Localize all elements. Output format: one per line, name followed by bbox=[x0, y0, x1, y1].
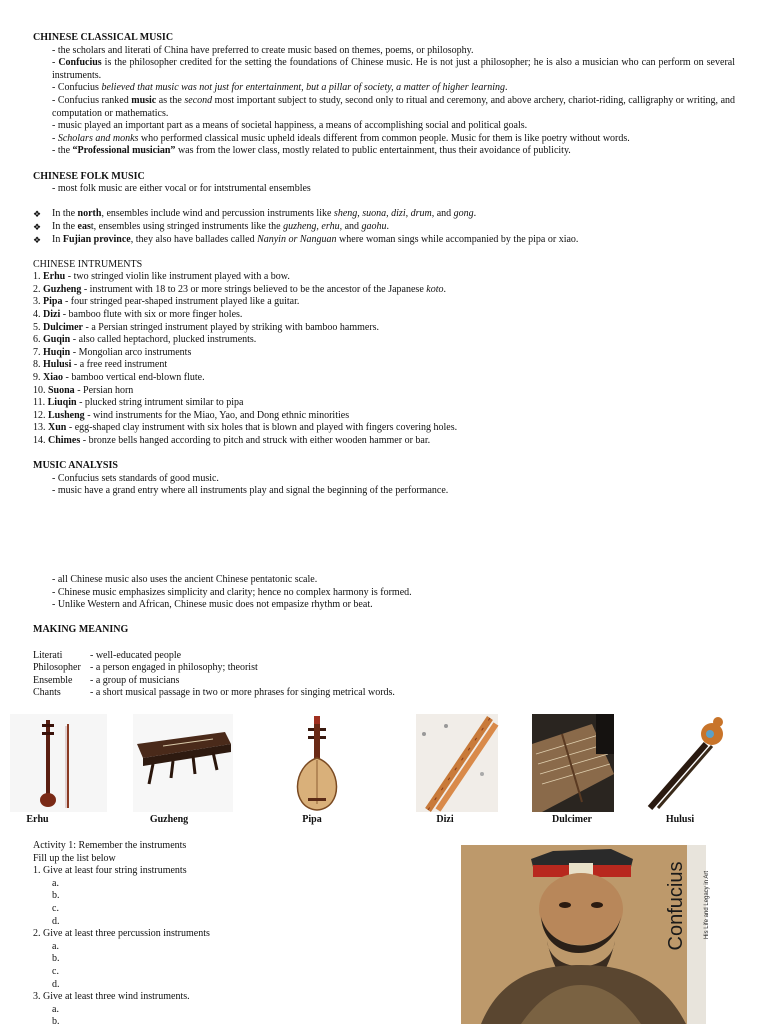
list-item: 6. Guqin - also called heptachord, plucked instruments. bbox=[33, 334, 257, 346]
caption-guzheng: Guzheng bbox=[149, 814, 189, 825]
list-item: 8. Hulusi - a free reed instrument bbox=[33, 359, 168, 371]
list-item: 11. Liuqin - plucked string intrument similar to pipa bbox=[33, 397, 244, 409]
list-item: 14. Chimes - bronze bells hanged according to pitch and struck with either wooden hammer or bar. bbox=[33, 435, 431, 446]
glossary-row: Literati - well-educated people bbox=[33, 649, 182, 661]
question-3: 3. Give at least three wind instruments. bbox=[33, 991, 190, 1003]
list-item: 2. Guzheng - instrument with 18 to 23 or more strings believed to be the ancestor of the Japanese koto. bbox=[33, 283, 446, 295]
answer-line: b. bbox=[52, 890, 60, 902]
list-item: 10. Suona - Persian horn bbox=[33, 384, 134, 396]
answer-line: d. bbox=[52, 915, 60, 927]
answer-line: b. bbox=[52, 953, 60, 965]
list-item: 13. Xun - egg-shaped clay instrument with six holes that is blown and played with fingers covering holes. bbox=[33, 422, 458, 434]
list-item: 3. Pipa - four stringed pear-shaped instrument played like a guitar. bbox=[33, 296, 300, 308]
folk-line-1: - most folk music are either vocal or for intstrumental ensembles bbox=[52, 183, 311, 195]
classical-line-3: - Confucius believed that music was not just for entertainment, but a pillar of society, a matter of higher learning. bbox=[52, 82, 508, 94]
heading-classical-music: CHINESE CLASSICAL MUSIC bbox=[33, 32, 174, 43]
guzheng-image bbox=[133, 714, 233, 812]
glossary-row: Chants - a short musical passage in two or more phrases for singing metrical words. bbox=[33, 687, 395, 699]
classical-line-2: - Confucius is the philosopher credited for the setting the foundations of Chinese music. He is not just a philosopher; he is also a musician who can perform on several instruments. bbox=[52, 57, 735, 81]
activity-title: Activity 1: Remember the instruments bbox=[33, 840, 187, 851]
dizi-figure bbox=[416, 714, 498, 829]
classical-line-4: - Confucius ranked music as the second most important subject to study, second only to ritual and ceremony, and above archery, chariot-riding, calligraphy or writing, and computation or mathematics. bbox=[52, 94, 736, 119]
analysis-line-5: - Unlike Western and African, Chinese music does not empasize rhythm or beat. bbox=[52, 599, 373, 611]
classical-line-1: - the scholars and literati of China have preferred to create music based on themes, poems, or philosophy. bbox=[52, 44, 474, 56]
erhu-figure bbox=[10, 714, 107, 829]
hulusi-figure bbox=[640, 714, 740, 829]
answer-line: d. bbox=[52, 978, 60, 990]
dizi-image bbox=[416, 714, 498, 812]
list-item: 9. Xiao - bamboo vertical end-blown flute. bbox=[33, 372, 205, 384]
answer-line: a. bbox=[52, 877, 59, 889]
caption-dizi: Dizi bbox=[436, 814, 454, 825]
hulusi-image bbox=[640, 714, 740, 812]
answer-line: c. bbox=[52, 902, 59, 914]
analysis-line-4: - Chinese music emphasizes simplicity and clarity; hence no complex harmony is formed. bbox=[52, 586, 412, 598]
answer-line: b. bbox=[52, 1016, 60, 1028]
list-item: 4. Dizi - bamboo flute with six or more finger holes. bbox=[33, 309, 243, 321]
activity-section bbox=[33, 840, 443, 1029]
classical-line-6: - Scholars and monks who performed classical music upheld ideals different from common people. Music for them is like poetry without words. bbox=[52, 132, 630, 144]
heading-instruments: CHINESE INTRUMENTS bbox=[33, 258, 143, 270]
heading-music-analysis: MUSIC ANALYSIS bbox=[33, 460, 118, 472]
guzheng-figure bbox=[133, 714, 233, 829]
heading-making-meaning: MAKING MEANING bbox=[33, 624, 129, 636]
list-item: 5. Dulcimer - a Persian stringed instrument played by striking with bamboo hammers. bbox=[33, 321, 380, 333]
classical-line-5: - music played an important part as a means of societal happiness, a means of accomplishing social and political goals. bbox=[52, 120, 528, 132]
caption-erhu: Erhu bbox=[26, 814, 49, 825]
pipa-figure bbox=[258, 714, 383, 829]
folk-bullet-east: ❖ In the east, ensembles using stringed instruments like the guzheng, erhu, and gaohu. bbox=[33, 221, 735, 234]
book-subtitle: His Life and Legacy in Art bbox=[704, 870, 710, 940]
list-item: 1. Erhu - two stringed violin like instrument played with a bow. bbox=[33, 271, 290, 283]
caption-pipa: Pipa bbox=[302, 814, 322, 825]
answer-line: a. bbox=[52, 1003, 59, 1015]
caption-hulusi: Hulusi bbox=[665, 814, 695, 825]
erhu-image bbox=[10, 714, 107, 812]
analysis-line-3: - all Chinese music also uses the ancient Chinese pentatonic scale. bbox=[52, 573, 318, 585]
instrument-list bbox=[33, 271, 735, 447]
pipa-image bbox=[258, 714, 383, 812]
list-item: 7. Huqin - Mongolian arco instruments bbox=[33, 346, 192, 358]
question-2: 2. Give at least three percussion instruments bbox=[33, 928, 210, 940]
list-item: 12. Lusheng - wind instruments for the Miao, Yao, and Dong ethnic minorities bbox=[33, 409, 350, 421]
caption-dulcimer: Dulcimer bbox=[552, 814, 592, 825]
analysis-line-2: - music have a grand entry where all instruments play and signal the beginning of the performance. bbox=[52, 485, 449, 497]
book-title: Confucius bbox=[665, 861, 687, 951]
instrument-images bbox=[0, 714, 768, 829]
document-body bbox=[33, 32, 735, 700]
question-1: 1. Give at least four string instruments bbox=[33, 865, 187, 877]
glossary-row: Ensemble - a group of musicians bbox=[33, 674, 180, 686]
dulcimer-image bbox=[532, 714, 614, 812]
answer-line: c. bbox=[52, 965, 59, 977]
answer-line: a. bbox=[52, 940, 59, 952]
folk-bullet-north: ❖ In the north, ensembles include wind and percussion instruments like sheng, suona, dizi, drum, and gong. bbox=[33, 208, 735, 221]
glossary-row: Philosopher - a person engaged in philosophy; theorist bbox=[33, 662, 258, 674]
folk-bullet-fujian: ❖ In Fujian province, they also have ballades called Nanyin or Nanguan where woman sings while accompanied by the pipa or xiao. bbox=[33, 234, 735, 247]
analysis-line-1: - Confucius sets standards of good music. bbox=[52, 472, 219, 484]
dulcimer-figure bbox=[532, 714, 614, 829]
confucius-book-cover bbox=[461, 845, 710, 1024]
classical-line-7: - the “Professional musician” was from the lower class, mostly related to public entertainment, thus their avoidance of publicity. bbox=[52, 145, 571, 157]
heading-folk-music: CHINESE FOLK MUSIC bbox=[33, 170, 145, 182]
activity-instruction: Fill up the list below bbox=[33, 852, 116, 864]
